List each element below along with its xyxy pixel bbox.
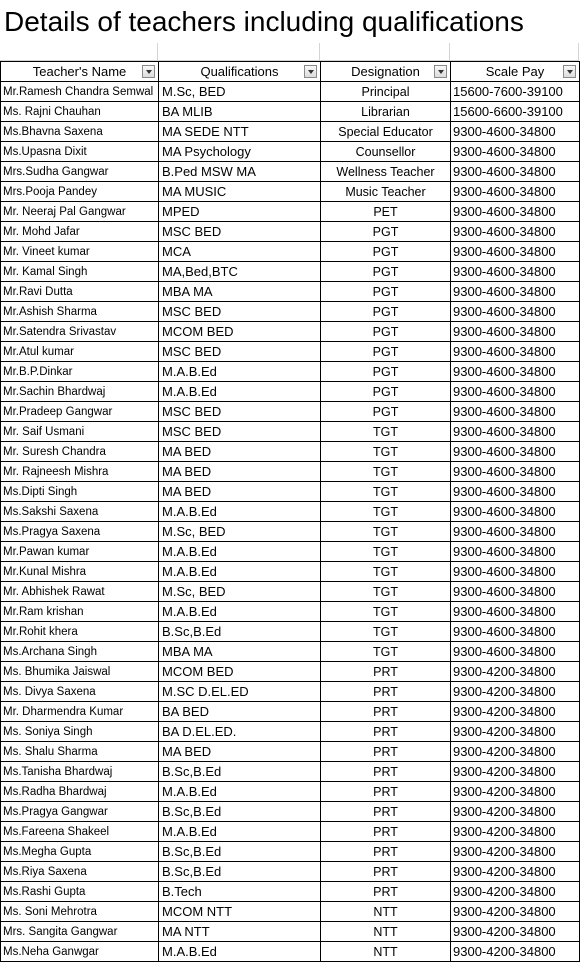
scale-pay-cell[interactable]: 9300-4600-34800 xyxy=(451,162,580,182)
qualifications-cell[interactable]: MSC BED xyxy=(159,422,321,442)
qualifications-cell[interactable]: M.A.B.Ed xyxy=(159,942,321,962)
qualifications-cell[interactable]: B.Sc,B.Ed xyxy=(159,862,321,882)
table-body xyxy=(1,82,580,962)
designation-cell[interactable]: PRT xyxy=(321,842,451,862)
qualifications-cell[interactable]: MCOM BED xyxy=(159,322,321,342)
qualifications-cell[interactable]: B.Sc,B.Ed xyxy=(159,842,321,862)
teacher-name-cell[interactable]: Mr.Atul kumar xyxy=(1,342,159,362)
scale-pay-cell[interactable]: 9300-4600-34800 xyxy=(451,182,580,202)
qualifications-cell[interactable]: MCOM BED xyxy=(159,662,321,682)
blank-cell[interactable] xyxy=(158,43,320,61)
table-row xyxy=(1,602,580,622)
table-row xyxy=(1,462,580,482)
scale-pay-cell[interactable]: 9300-4200-34800 xyxy=(451,922,580,942)
teacher-name-cell[interactable]: Ms.Neha Ganwgar xyxy=(1,942,159,962)
scale-pay-cell[interactable]: 9300-4200-34800 xyxy=(451,682,580,702)
scale-pay-cell[interactable]: 9300-4600-34800 xyxy=(451,522,580,542)
teacher-name-cell[interactable]: Mr.B.P.Dinkar xyxy=(1,362,159,382)
qualifications-cell[interactable]: M.Sc, BED xyxy=(159,582,321,602)
teacher-name-cell[interactable]: Ms. Rajni Chauhan xyxy=(1,102,159,122)
scale-pay-cell[interactable]: 9300-4600-34800 xyxy=(451,462,580,482)
designation-cell[interactable]: PGT xyxy=(321,342,451,362)
designation-cell[interactable]: Music Teacher xyxy=(321,182,451,202)
scale-pay-cell[interactable]: 9300-4600-34800 xyxy=(451,582,580,602)
qualifications-cell[interactable]: BA BED xyxy=(159,702,321,722)
designation-cell[interactable]: TGT xyxy=(321,502,451,522)
teacher-name-cell[interactable]: Ms.Sakshi Saxena xyxy=(1,502,159,522)
qualifications-cell[interactable]: B.Tech xyxy=(159,882,321,902)
designation-cell[interactable]: PRT xyxy=(321,742,451,762)
scale-pay-cell[interactable]: 9300-4600-34800 xyxy=(451,342,580,362)
teacher-name-cell[interactable]: Mr. Vineet kumar xyxy=(1,242,159,262)
qualifications-cell[interactable]: MA SEDE NTT xyxy=(159,122,321,142)
teacher-name-cell[interactable]: Mr.Sachin Bhardwaj xyxy=(1,382,159,402)
scale-pay-cell[interactable]: 9300-4600-34800 xyxy=(451,282,580,302)
teacher-name-cell[interactable]: Ms.Riya Saxena xyxy=(1,862,159,882)
scale-pay-cell[interactable]: 9300-4200-34800 xyxy=(451,862,580,882)
teacher-name-cell[interactable]: Ms.Dipti Singh xyxy=(1,482,159,502)
teacher-name-cell[interactable]: Mr. Mohd Jafar xyxy=(1,222,159,242)
teacher-name-cell[interactable]: Ms.Upasna Dixit xyxy=(1,142,159,162)
teacher-name-cell[interactable]: Ms.Radha Bhardwaj xyxy=(1,782,159,802)
teachers-table xyxy=(0,61,580,962)
scale-pay-cell[interactable]: 9300-4200-34800 xyxy=(451,942,580,962)
designation-cell[interactable]: PGT xyxy=(321,222,451,242)
table-row xyxy=(1,442,580,462)
table-row xyxy=(1,242,580,262)
table-row xyxy=(1,722,580,742)
scale-pay-cell[interactable]: 9300-4600-34800 xyxy=(451,142,580,162)
qualifications-cell[interactable]: MBA MA xyxy=(159,642,321,662)
teacher-name-cell[interactable]: Ms. Bhumika Jaiswal xyxy=(1,662,159,682)
table-row xyxy=(1,402,580,422)
teacher-name-cell[interactable]: Ms. Shalu Sharma xyxy=(1,742,159,762)
scale-pay-cell[interactable]: 9300-4600-34800 xyxy=(451,502,580,522)
filter-dropdown-icon[interactable] xyxy=(304,65,317,78)
designation-cell[interactable]: PGT xyxy=(321,262,451,282)
filter-dropdown-icon[interactable] xyxy=(142,65,155,78)
teacher-name-cell[interactable]: Mr. Saif Usmani xyxy=(1,422,159,442)
teacher-name-cell[interactable]: Ms.Rashi Gupta xyxy=(1,882,159,902)
designation-cell[interactable]: PET xyxy=(321,202,451,222)
header-label: Designation xyxy=(351,64,420,79)
teacher-name-cell[interactable]: Mr.Rohit khera xyxy=(1,622,159,642)
scale-pay-cell[interactable]: 9300-4600-34800 xyxy=(451,602,580,622)
designation-cell[interactable]: NTT xyxy=(321,902,451,922)
qualifications-cell[interactable]: M.Sc, BED xyxy=(159,82,321,102)
table-row xyxy=(1,922,580,942)
qualifications-cell[interactable]: M.A.B.Ed xyxy=(159,362,321,382)
table-row xyxy=(1,82,580,102)
designation-cell[interactable]: TGT xyxy=(321,562,451,582)
qualifications-cell[interactable]: MA BED xyxy=(159,482,321,502)
table-row xyxy=(1,522,580,542)
header-teachers-name xyxy=(1,62,159,82)
scale-pay-cell[interactable]: 9300-4600-34800 xyxy=(451,402,580,422)
designation-cell[interactable]: PRT xyxy=(321,762,451,782)
designation-cell[interactable]: TGT xyxy=(321,522,451,542)
scale-pay-cell[interactable]: 9300-4600-34800 xyxy=(451,422,580,442)
qualifications-cell[interactable]: MBA MA xyxy=(159,282,321,302)
table-row xyxy=(1,122,580,142)
qualifications-cell[interactable]: MPED xyxy=(159,202,321,222)
teacher-name-cell[interactable]: Ms. Soniya Singh xyxy=(1,722,159,742)
designation-cell[interactable]: PGT xyxy=(321,362,451,382)
teacher-name-cell[interactable]: Mr. Dharmendra Kumar xyxy=(1,702,159,722)
teacher-name-cell[interactable]: Ms.Pragya Saxena xyxy=(1,522,159,542)
scale-pay-cell[interactable]: 15600-6600-39100 xyxy=(451,102,580,122)
sheet-title: Details of teachers including qualifications xyxy=(4,6,524,37)
designation-cell[interactable]: Counsellor xyxy=(321,142,451,162)
table-row xyxy=(1,662,580,682)
qualifications-cell[interactable]: MA,Bed,BTC xyxy=(159,262,321,282)
table-row xyxy=(1,782,580,802)
designation-cell[interactable]: NTT xyxy=(321,942,451,962)
designation-cell[interactable]: PRT xyxy=(321,662,451,682)
designation-cell[interactable]: PRT xyxy=(321,882,451,902)
table-row xyxy=(1,482,580,502)
teacher-name-cell[interactable]: Mr. Suresh Chandra xyxy=(1,442,159,462)
teacher-name-cell[interactable]: Mr.Pradeep Gangwar xyxy=(1,402,159,422)
qualifications-cell[interactable]: M.A.B.Ed xyxy=(159,602,321,622)
qualifications-cell[interactable]: B.Sc,B.Ed xyxy=(159,802,321,822)
qualifications-cell[interactable]: M.SC D.EL.ED xyxy=(159,682,321,702)
blank-cell[interactable] xyxy=(320,43,450,61)
table-row xyxy=(1,202,580,222)
qualifications-cell[interactable]: MA BED xyxy=(159,742,321,762)
scale-pay-cell[interactable]: 9300-4600-34800 xyxy=(451,622,580,642)
designation-cell[interactable]: TGT xyxy=(321,542,451,562)
teacher-name-cell[interactable]: Mr. Kamal Singh xyxy=(1,262,159,282)
scale-pay-cell[interactable]: 9300-4600-34800 xyxy=(451,442,580,462)
table-row xyxy=(1,322,580,342)
qualifications-cell[interactable]: MA MUSIC xyxy=(159,182,321,202)
table-row xyxy=(1,942,580,962)
table-row xyxy=(1,562,580,582)
qualifications-cell[interactable]: B.Ped MSW MA xyxy=(159,162,321,182)
scale-pay-cell[interactable]: 9300-4200-34800 xyxy=(451,842,580,862)
teacher-name-cell[interactable]: Mr.Ravi Dutta xyxy=(1,282,159,302)
qualifications-cell[interactable]: M.A.B.Ed xyxy=(159,382,321,402)
qualifications-cell[interactable]: MCA xyxy=(159,242,321,262)
blank-row xyxy=(0,43,580,61)
scale-pay-cell[interactable]: 9300-4200-34800 xyxy=(451,822,580,842)
scale-pay-cell[interactable]: 9300-4200-34800 xyxy=(451,882,580,902)
teacher-name-cell[interactable]: Mr.Satendra Srivastav xyxy=(1,322,159,342)
designation-cell[interactable]: PRT xyxy=(321,722,451,742)
qualifications-cell[interactable]: B.Sc,B.Ed xyxy=(159,762,321,782)
scale-pay-cell[interactable]: 9300-4600-34800 xyxy=(451,362,580,382)
designation-cell[interactable]: PRT xyxy=(321,822,451,842)
header-designation xyxy=(321,62,451,82)
designation-cell[interactable]: PRT xyxy=(321,782,451,802)
designation-cell[interactable]: TGT xyxy=(321,582,451,602)
qualifications-cell[interactable]: MA Psychology xyxy=(159,142,321,162)
teacher-name-cell[interactable]: Mr. Abhishek Rawat xyxy=(1,582,159,602)
designation-cell[interactable]: TGT xyxy=(321,602,451,622)
designation-cell[interactable]: PGT xyxy=(321,242,451,262)
designation-cell[interactable]: PGT xyxy=(321,282,451,302)
blank-cell[interactable] xyxy=(450,43,579,61)
teacher-name-cell[interactable]: Ms.Pragya Gangwar xyxy=(1,802,159,822)
designation-cell[interactable]: NTT xyxy=(321,922,451,942)
designation-cell[interactable]: PGT xyxy=(321,302,451,322)
table-row xyxy=(1,822,580,842)
scale-pay-cell[interactable]: 9300-4600-34800 xyxy=(451,262,580,282)
table-row xyxy=(1,362,580,382)
table-row xyxy=(1,702,580,722)
qualifications-cell[interactable]: MA NTT xyxy=(159,922,321,942)
table-row xyxy=(1,842,580,862)
table-row xyxy=(1,802,580,822)
designation-cell[interactable]: PRT xyxy=(321,702,451,722)
table-row xyxy=(1,142,580,162)
teacher-name-cell[interactable]: Mr.Ramesh Chandra Semwal xyxy=(1,82,159,102)
teacher-name-cell[interactable]: Mrs.Pooja Pandey xyxy=(1,182,159,202)
qualifications-cell[interactable]: M.Sc, BED xyxy=(159,522,321,542)
header-label: Qualifications xyxy=(200,64,279,79)
qualifications-cell[interactable]: MSC BED xyxy=(159,222,321,242)
designation-cell[interactable]: Special Educator xyxy=(321,122,451,142)
table-row xyxy=(1,282,580,302)
designation-cell[interactable]: Wellness Teacher xyxy=(321,162,451,182)
qualifications-cell[interactable]: M.A.B.Ed xyxy=(159,822,321,842)
qualifications-cell[interactable]: MA BED xyxy=(159,442,321,462)
designation-cell[interactable]: PGT xyxy=(321,322,451,342)
header-qualifications xyxy=(159,62,321,82)
scale-pay-cell[interactable]: 9300-4600-34800 xyxy=(451,122,580,142)
qualifications-cell[interactable]: MCOM NTT xyxy=(159,902,321,922)
scale-pay-cell[interactable]: 9300-4600-34800 xyxy=(451,642,580,662)
table-row xyxy=(1,882,580,902)
scale-pay-cell[interactable]: 9300-4200-34800 xyxy=(451,742,580,762)
designation-cell[interactable]: Principal xyxy=(321,82,451,102)
table-row xyxy=(1,162,580,182)
qualifications-cell[interactable]: M.A.B.Ed xyxy=(159,782,321,802)
teacher-name-cell[interactable]: Mr.Ram krishan xyxy=(1,602,159,622)
table-row xyxy=(1,862,580,882)
teacher-name-cell[interactable]: Ms.Bhavna Saxena xyxy=(1,122,159,142)
qualifications-cell[interactable]: MSC BED xyxy=(159,302,321,322)
table-row xyxy=(1,182,580,202)
designation-cell[interactable]: TGT xyxy=(321,462,451,482)
filter-dropdown-icon[interactable] xyxy=(563,65,576,78)
table-row xyxy=(1,642,580,662)
teacher-name-cell[interactable]: Mr.Pawan kumar xyxy=(1,542,159,562)
scale-pay-cell[interactable]: 9300-4200-34800 xyxy=(451,802,580,822)
table-row xyxy=(1,102,580,122)
scale-pay-cell[interactable]: 9300-4600-34800 xyxy=(451,302,580,322)
sort-filter-dropdown-icon[interactable] xyxy=(434,65,447,78)
teacher-name-cell[interactable]: Mr. Rajneesh Mishra xyxy=(1,462,159,482)
scale-pay-cell[interactable]: 9300-4200-34800 xyxy=(451,702,580,722)
scale-pay-cell[interactable]: 9300-4600-34800 xyxy=(451,542,580,562)
qualifications-cell[interactable]: MSC BED xyxy=(159,402,321,422)
table-row xyxy=(1,422,580,442)
table-row xyxy=(1,762,580,782)
teacher-name-cell[interactable]: Ms.Archana Singh xyxy=(1,642,159,662)
header-scale-pay xyxy=(451,62,580,82)
teacher-name-cell[interactable]: Mrs. Sangita Gangwar xyxy=(1,922,159,942)
designation-cell[interactable]: PGT xyxy=(321,382,451,402)
table-row xyxy=(1,342,580,362)
scale-pay-cell[interactable]: 9300-4600-34800 xyxy=(451,482,580,502)
scale-pay-cell[interactable]: 9300-4200-34800 xyxy=(451,662,580,682)
table-row xyxy=(1,742,580,762)
teacher-name-cell[interactable]: Ms. Soni Mehrotra xyxy=(1,902,159,922)
qualifications-cell[interactable]: M.A.B.Ed xyxy=(159,502,321,522)
scale-pay-cell[interactable]: 9300-4600-34800 xyxy=(451,222,580,242)
teacher-name-cell[interactable]: Mr. Neeraj Pal Gangwar xyxy=(1,202,159,222)
teacher-name-cell[interactable]: Ms. Divya Saxena xyxy=(1,682,159,702)
teacher-name-cell[interactable]: Ms.Tanisha Bhardwaj xyxy=(1,762,159,782)
scale-pay-cell[interactable]: 9300-4200-34800 xyxy=(451,722,580,742)
scale-pay-cell[interactable]: 9300-4600-34800 xyxy=(451,382,580,402)
designation-cell[interactable]: TGT xyxy=(321,422,451,442)
scale-pay-cell[interactable]: 9300-4600-34800 xyxy=(451,242,580,262)
table-row xyxy=(1,542,580,562)
header-label: Scale Pay xyxy=(485,64,545,79)
scale-pay-cell[interactable]: 9300-4200-34800 xyxy=(451,782,580,802)
designation-cell[interactable]: PRT xyxy=(321,862,451,882)
teacher-name-cell[interactable]: Mr.Kunal Mishra xyxy=(1,562,159,582)
qualifications-cell[interactable]: BA MLIB xyxy=(159,102,321,122)
designation-cell[interactable]: TGT xyxy=(321,442,451,462)
scale-pay-cell[interactable]: 9300-4600-34800 xyxy=(451,322,580,342)
qualifications-cell[interactable]: MA BED xyxy=(159,462,321,482)
table-row xyxy=(1,222,580,242)
table-row xyxy=(1,262,580,282)
designation-cell[interactable]: TGT xyxy=(321,482,451,502)
table-row xyxy=(1,302,580,322)
scale-pay-cell[interactable]: 9300-4600-34800 xyxy=(451,562,580,582)
scale-pay-cell[interactable]: 9300-4200-34800 xyxy=(451,902,580,922)
qualifications-cell[interactable]: M.A.B.Ed xyxy=(159,562,321,582)
teacher-name-cell[interactable]: Mrs.Sudha Gangwar xyxy=(1,162,159,182)
header-label: Teacher's Name xyxy=(32,64,127,79)
teacher-name-cell[interactable]: Ms.Fareena Shakeel xyxy=(1,822,159,842)
teacher-name-cell[interactable]: Mr.Ashish Sharma xyxy=(1,302,159,322)
scale-pay-cell[interactable]: 9300-4600-34800 xyxy=(451,202,580,222)
designation-cell[interactable]: TGT xyxy=(321,642,451,662)
designation-cell[interactable]: PGT xyxy=(321,402,451,422)
scale-pay-cell[interactable]: 9300-4200-34800 xyxy=(451,762,580,782)
table-row xyxy=(1,582,580,602)
designation-cell[interactable]: Librarian xyxy=(321,102,451,122)
table-row xyxy=(1,622,580,642)
qualifications-cell[interactable]: BA D.EL.ED. xyxy=(159,722,321,742)
table-row xyxy=(1,382,580,402)
table-row xyxy=(1,502,580,522)
designation-cell[interactable]: PRT xyxy=(321,682,451,702)
designation-cell[interactable]: TGT xyxy=(321,622,451,642)
blank-cell[interactable] xyxy=(0,43,158,61)
table-row xyxy=(1,902,580,922)
qualifications-cell[interactable]: M.A.B.Ed xyxy=(159,542,321,562)
teacher-name-cell[interactable]: Ms.Megha Gupta xyxy=(1,842,159,862)
scale-pay-cell[interactable]: 15600-7600-39100 xyxy=(451,82,580,102)
header-row xyxy=(1,62,580,82)
qualifications-cell[interactable]: MSC BED xyxy=(159,342,321,362)
table-row xyxy=(1,682,580,702)
designation-cell[interactable]: PRT xyxy=(321,802,451,822)
qualifications-cell[interactable]: B.Sc,B.Ed xyxy=(159,622,321,642)
